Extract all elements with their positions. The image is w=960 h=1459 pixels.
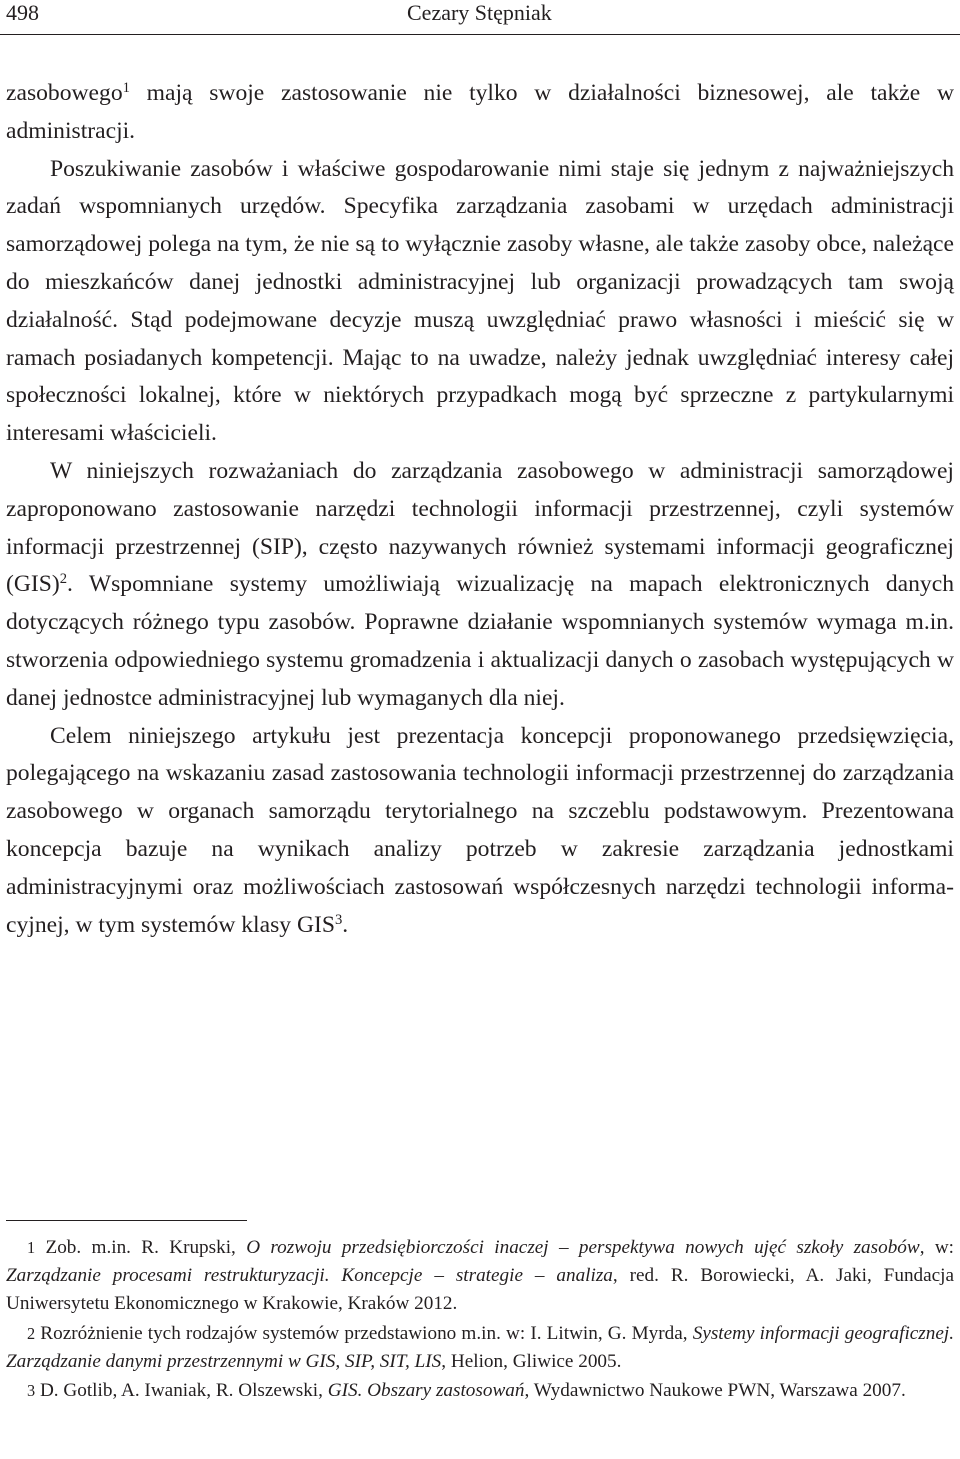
footnote-number: 1 (27, 1238, 36, 1257)
footnote-1: 1 Zob. m.in. R. Krupski, O rozwoju przedsiębiorczości inaczej – perspektywa nowych ujęć szkoły zasobów, w: Zarządzanie procesami restrukturyzacji. Koncepcje – strategie – analiza, red. R. Borowiecki, A. Jaki, Fundacja Uniwersytetu Ekonomicznego w Krakowie, Kraków 2012. (6, 1237, 955, 1315)
body-text (6, 75, 954, 944)
footnote-2: 2 Rozróżnienie tych rodzajów systemów przedstawiono m.in. w: I. Litwin, G. Myrda, Systemy informacji geograficznej. Zarządzanie danymi przestrzennymi w GIS, SIP, SIT, LIS, Helion, Gliwice 2005. (6, 1322, 955, 1372)
running-head: Cezary Stępniak (407, 0, 552, 25)
footnote-ref-2[interactable]: 2 (59, 571, 68, 588)
footnote-3: 3 D. Gotlib, A. Iwaniak, R. Olszewski, GIS. Obszary zastosowań, Wydawnictwo Naukowe PWN, Warszawa 2007. (27, 1380, 906, 1402)
footnotes (6, 1234, 954, 1405)
footnote-ref-1[interactable]: 1 (122, 79, 130, 96)
paragraph-3: W niniejszych rozważaniach do zarządzania zasobowego w administracji samorządowej zaproponowano zastosowanie narzędzi technologii informacji przestrzennej, czyli systemów informacji przestrzennej (SIP), często nazywanych również systemami informacji geograficznej (GIS)$^2$. Wspomniane systemy umożliwiają wizualizację na mapach elektronicznych danych dotyczących różnego typu zasobów. Poprawne działanie wspomnianych systemów wymaga m.in. stworzenia odpowiedniego systemu gromadzenia i aktualizacji danych o zasobach występujących w danej jednostce administracyjnej lub wymaganych dla niej. (6, 457, 954, 711)
footnote-rule (6, 1220, 247, 1221)
paragraph-1: zasobowego$^1$ mają swoje zastosowanie nie tylko w działalności biznesowej, ale także w administracji. (6, 79, 954, 144)
page-number: 498 (6, 0, 39, 25)
header-rule (0, 34, 960, 35)
footnote-number: 3 (27, 1381, 36, 1401)
footnote-number: 2 (27, 1323, 36, 1343)
paragraph-2: Poszukiwanie zasobów i właściwe gospodarowanie nimi staje się jednym z najważniejszych zadań wspomnianych urzędów. Specyfika zarządzania zasobami w urzędach administracji samorządowej polega na tym, że nie są to wyłącznie zasoby własne, ale także zasoby obce, należące do mieszkańców danej jednostki administracyjnej lub organizacji prowadzących tam swoją działalność. Stąd podejmowane decyzje muszą uwzględniać prawo własności i mieścić się w ramach posiadanych kompetencji. Mając to na uwadze, należy jednak uwzględniać interesy całej społeczności lokalnej, które w niektórych przypadkach mogą być sprzeczne z partykularnymi interesami właścicieli. (6, 155, 954, 447)
paragraph-4: Celem niniejszego artykułu jest prezentacja koncepcji proponowanego przedsięwzięcia, polegającego na wskazaniu zasad zastosowania technologii informacji przestrzennej do zarządzania zasobowego w organach samorządu terytorialnego na szczeblu podstawowym. Prezentowana koncepcja bazuje na wynikach analizy potrzeb w zakresie zarządzania jednostkami administracyjnymi oraz możliwościach zastosowań współczesnych narzędzi technologii informacyjnej, w tym systemów klasy GIS$^3$. (6, 722, 954, 938)
page-header (0, 0, 960, 26)
footnote-ref-3[interactable]: 3 (334, 911, 343, 928)
